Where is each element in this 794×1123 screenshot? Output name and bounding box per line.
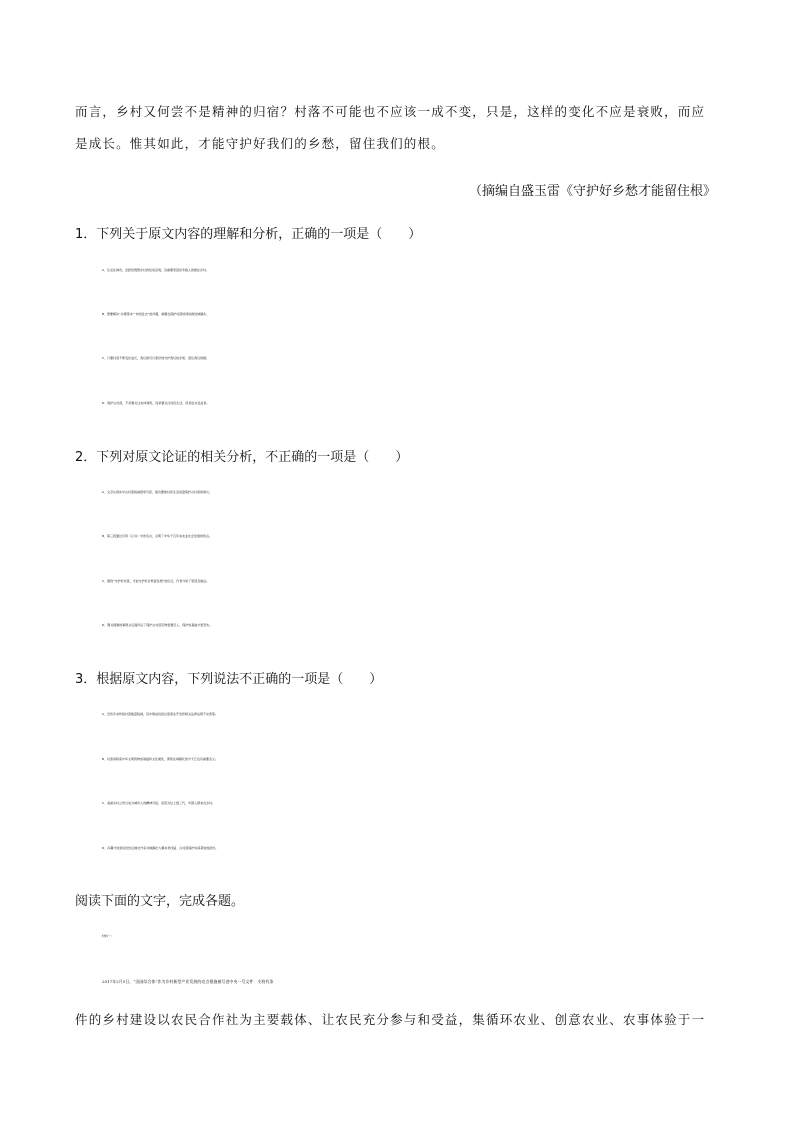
- question-1-option-a: A．生活在城市，会经常遐想乡村的恬淡意境，其重要原因是多数人的根在乡村。: [102, 268, 210, 272]
- question-1-option-c: C．只要村落不断变化成长，我们就可以更好地守护我们的乡愁，留住我们的根。: [102, 356, 210, 360]
- material-line-1: 2017年2月5日，“田园综合体”作为乡村新型产业发展的亮点措施被写进中央一号文件：支持有条: [102, 979, 274, 984]
- material-line-2: 件的乡村建设以农民合作社为主要载体、让农民充分参与和受益，集循环农业、创意农业、农事体验于一: [75, 1012, 706, 1027]
- source-citation: （摘编自盛玉雷《守护好乡愁才能留住根》: [468, 184, 716, 199]
- question-3-stem: 3．根据原文内容，下列说法不正确的一项是（ ）: [75, 672, 383, 687]
- question-3-option-d: D．冯骥才的感叹恰恰反映出作家对城镇化大潮来势凶猛、古村落保护时间紧迫的担忧。: [102, 846, 219, 850]
- passage-line-2: 是成长。惟其如此，才能守护好我们的乡愁，留住我们的根。: [75, 136, 445, 151]
- question-2-option-d: D．铜关侗寨的事例从反面印证了保护古村落见物更要见人，保护的基础才更坚实。: [102, 623, 213, 627]
- question-1-stem: 1．下列关于原文内容的理解和分析，正确的一项是（ ）: [75, 227, 422, 242]
- question-3-option-c: C．美丽乡村之所以成为城市人的精神归宿，是因为往上数三代，中国人都来自乡村。: [102, 801, 216, 805]
- question-2-option-b: B．第三段通过引用《汉书》中的名言，点明了中华千百年来农业社会发展的特点。: [102, 534, 213, 538]
- question-2-option-a: A．文章从现实中古村落锐减现象写起，提出聚焦村民生活质量保护古村落的建议。: [102, 490, 213, 494]
- question-2-stem: 2．下列对原文论证的相关分析，不正确的一项是（ ）: [75, 450, 409, 465]
- question-2-option-c: C．围绕“守护好村落，才能守护好乡愁留住根”的论点，作者分析了原因及做法。: [102, 579, 210, 583]
- question-1-option-b: B．想要解决“从哪里来”“向何处去”的问题，就要在保护村落的同时推进城镇化。: [102, 312, 210, 316]
- reading-instruction: 阅读下面的文字，完成各题。: [75, 894, 245, 909]
- question-3-option-a: A．近些年来传统村落数量锐减，其中缘由包括过度商业开发和相关法律法规不完善等。: [102, 712, 219, 716]
- question-3-option-b: B．村落承载着中华文明的物质基础和文化属性，即使在城镇化的今天它也有重要意义。: [102, 757, 219, 761]
- question-1-option-d: D．保护古村落，不是要关注实体建筑，而是要关注村民生活，使其成为受益者。: [102, 401, 210, 405]
- passage-line-1: 而言，乡村又何尝不是精神的归宿？村落不可能也不应该一成不变，只是，这样的变化不应是衰败，而应: [75, 104, 706, 119]
- material-title: 材料一：: [102, 934, 115, 938]
